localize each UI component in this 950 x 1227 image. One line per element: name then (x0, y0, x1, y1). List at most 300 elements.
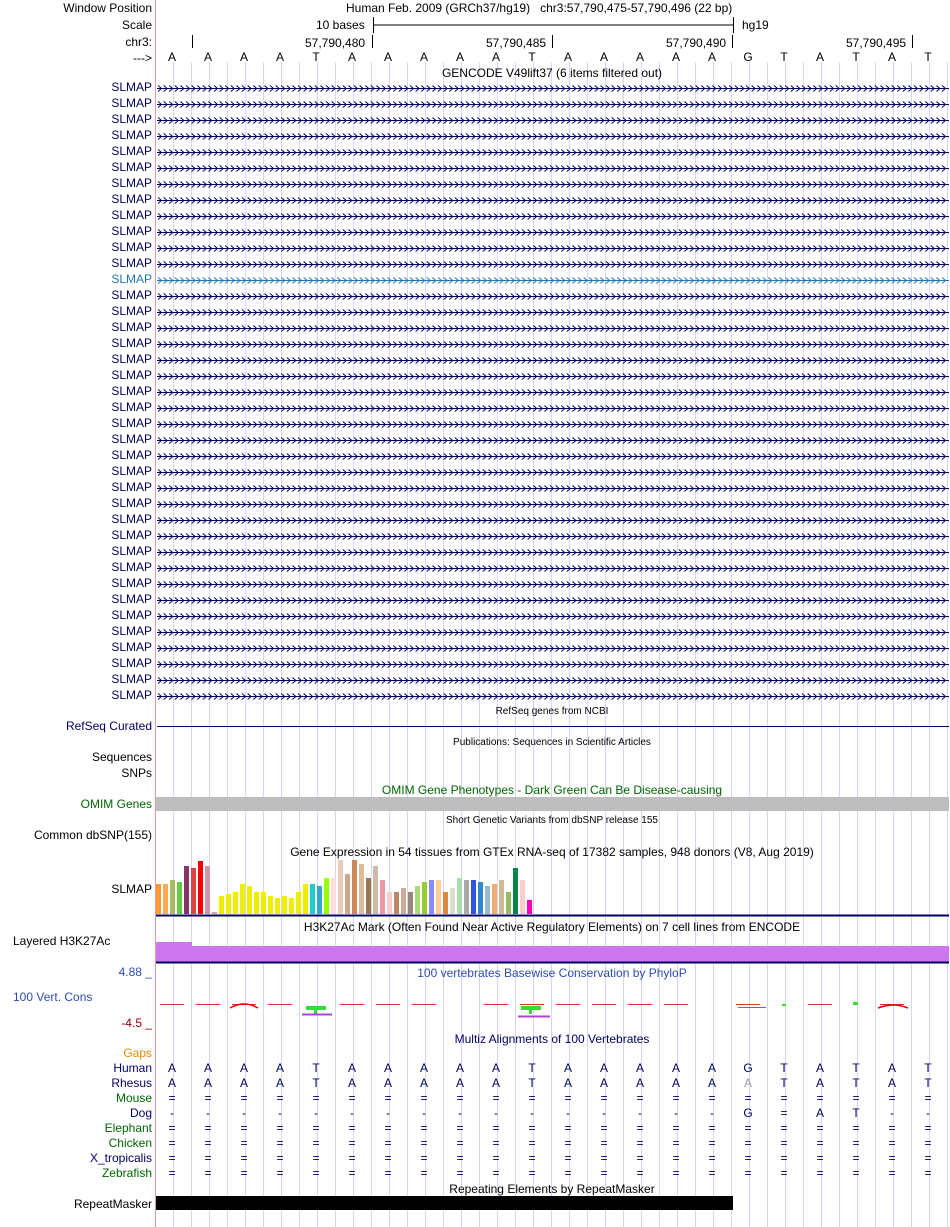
multiz-alignment-char: = (348, 1136, 356, 1150)
multiz-alignment-char: = (564, 1166, 572, 1180)
gencode-transcript-label[interactable]: SLMAP (111, 384, 152, 398)
multiz-species-label: Rhesus (111, 1076, 152, 1090)
gencode-transcript-label[interactable]: SLMAP (111, 80, 152, 94)
multiz-alignment-char: - (638, 1106, 642, 1120)
window-position-text (346, 1, 732, 15)
gtex-tissue-bar (408, 892, 413, 914)
multiz-alignment-char: = (600, 1136, 608, 1150)
gtex-tissue-bar (310, 884, 315, 914)
multiz-alignment-char: A (167, 1061, 177, 1075)
gtex-tissue-bar (331, 878, 336, 914)
base-letter: A (671, 50, 681, 64)
multiz-alignment-char: A (707, 1061, 717, 1075)
gtex-tissue-bar (415, 886, 420, 914)
multiz-alignment-char: = (276, 1121, 284, 1135)
base-letter: A (275, 50, 285, 64)
multiz-alignment-char: A (203, 1061, 213, 1075)
multiz-alignment-char: A (383, 1076, 393, 1090)
base-letter: G (743, 50, 753, 64)
gtex-tissue-bar (443, 892, 448, 914)
multiz-alignment-char: A (275, 1076, 285, 1090)
gtex-tissue-bar (401, 888, 406, 914)
gencode-transcript-label[interactable]: SLMAP (111, 496, 152, 510)
multiz-alignment-char: = (384, 1121, 392, 1135)
gencode-transcript-label[interactable]: SLMAP (111, 592, 152, 606)
gtex-tissue-bar (359, 864, 364, 914)
multiz-alignment-char: = (708, 1136, 716, 1150)
multiz-alignment-char: - (710, 1106, 714, 1120)
multiz-species-label: Dog (129, 1106, 152, 1120)
coord-label: 57,790,485 (486, 36, 547, 50)
gencode-transcript-label[interactable]: SLMAP (111, 400, 152, 414)
multiz-alignment-char: = (564, 1136, 572, 1150)
base-letter: T (312, 50, 320, 64)
chrom-label: chr3: (125, 35, 152, 49)
multiz-alignment-char: = (816, 1121, 824, 1135)
multiz-alignment-char: = (672, 1091, 680, 1105)
multiz-alignment-char: = (168, 1091, 176, 1105)
multiz-alignment-char: T (780, 1076, 788, 1090)
multiz-alignment-char: = (420, 1136, 428, 1150)
multiz-alignment-char: = (204, 1166, 212, 1180)
gencode-transcript-label[interactable]: SLMAP (111, 368, 152, 382)
multiz-alignment-char: = (888, 1121, 896, 1135)
multiz-alignment-char: = (816, 1151, 824, 1165)
scale-db-text: hg19 (742, 18, 769, 32)
multiz-alignment-char: = (168, 1166, 176, 1180)
multiz-alignment-char: - (206, 1106, 210, 1120)
scale-label: Scale (121, 18, 152, 32)
gencode-transcript-label[interactable]: SLMAP (111, 192, 152, 206)
multiz-alignment-char: = (852, 1166, 860, 1180)
gencode-transcript-label[interactable]: SLMAP (111, 560, 152, 574)
gtex-tissue-bar (303, 884, 308, 914)
gencode-transcript-label[interactable]: SLMAP (111, 304, 152, 318)
coord-label: 57,790,490 (666, 36, 727, 50)
multiz-alignment-char: = (348, 1121, 356, 1135)
multiz-alignment-char: - (422, 1106, 426, 1120)
multiz-alignment-char: = (744, 1166, 752, 1180)
gencode-transcript-label[interactable]: SLMAP (111, 464, 152, 478)
gtex-tissue-bar (422, 882, 427, 914)
gtex-tissue-bar (268, 896, 273, 914)
multiz-alignment-char: A (815, 1106, 825, 1120)
gtex-tissue-bar (261, 892, 266, 914)
multiz-alignment-char: T (312, 1076, 320, 1090)
multiz-alignment-char: = (852, 1091, 860, 1105)
gtex-tissue-bar (198, 861, 203, 914)
gtex-tissue-bar (275, 898, 280, 914)
multiz-alignment-char: = (420, 1091, 428, 1105)
repeatmasker-track-label[interactable]: RepeatMasker (73, 1197, 152, 1211)
multiz-alignment-char: A (347, 1076, 357, 1090)
base-letter: A (455, 50, 465, 64)
gencode-transcript-label[interactable]: SLMAP (111, 576, 152, 590)
gencode-transcript-label[interactable]: SLMAP (111, 240, 152, 254)
multiz-alignment-char: = (924, 1151, 932, 1165)
multiz-alignment-char: = (708, 1121, 716, 1135)
multiz-alignment-char: = (564, 1151, 572, 1165)
multiz-alignment-char: = (924, 1091, 932, 1105)
base-letter: A (419, 50, 429, 64)
multiz-alignment-char: = (276, 1166, 284, 1180)
scale-bar-text: 10 bases (316, 18, 365, 32)
multiz-alignment-char: - (350, 1106, 354, 1120)
gencode-transcript-label[interactable]: SLMAP (111, 480, 152, 494)
gencode-transcript-label[interactable]: SLMAP (111, 672, 152, 686)
gencode-transcript-label[interactable]: SLMAP (111, 624, 152, 638)
multiz-alignment-char: = (816, 1166, 824, 1180)
multiz-alignment-char: A (167, 1076, 177, 1090)
multiz-alignment-char: = (312, 1121, 320, 1135)
gencode-transcript-label[interactable]: SLMAP (111, 512, 152, 526)
gencode-transcript-label[interactable]: SLMAP (111, 336, 152, 350)
multiz-alignment-char: A (743, 1076, 753, 1090)
dbsnp-track-title: Short Genetic Variants from dbSNP release 155 (446, 815, 658, 826)
multiz-alignment-char: = (240, 1136, 248, 1150)
gencode-transcript-label[interactable]: SLMAP (111, 432, 152, 446)
multiz-alignment-char: A (671, 1061, 681, 1075)
multiz-alignment-char: A (887, 1076, 897, 1090)
gencode-transcript-label[interactable]: SLMAP (111, 640, 152, 654)
multiz-alignment-char: = (492, 1166, 500, 1180)
gtex-tissue-bar (296, 892, 301, 914)
gencode-transcript-label[interactable]: SLMAP (111, 256, 152, 270)
gencode-transcript-label[interactable]: SLMAP (111, 416, 152, 430)
multiz-alignment-char: = (852, 1136, 860, 1150)
multiz-alignment-char: T (780, 1061, 788, 1075)
multiz-alignment-char: A (707, 1076, 717, 1090)
multiz-alignment-char: = (528, 1151, 536, 1165)
multiz-alignment-char: = (492, 1136, 500, 1150)
multiz-alignment-char: = (852, 1121, 860, 1135)
omim-gene-bar (156, 797, 949, 811)
coord-label: 57,790,480 (305, 36, 366, 50)
multiz-alignment-char: - (494, 1106, 498, 1120)
multiz-alignment-char: = (780, 1121, 788, 1135)
multiz-alignment-char: - (602, 1106, 606, 1120)
multiz-alignment-char: = (672, 1151, 680, 1165)
multiz-alignment-char: = (816, 1136, 824, 1150)
multiz-alignment-char: T (924, 1061, 932, 1075)
gtex-tissue-bar (387, 892, 392, 914)
base-letter: A (347, 50, 357, 64)
multiz-alignment-char: A (599, 1061, 609, 1075)
gencode-transcript-label[interactable]: SLMAP (111, 160, 152, 174)
phylop-conserved (529, 1006, 532, 1014)
gtex-tissue-bar (240, 884, 245, 914)
gtex-track-title: Gene Expression in 54 tissues from GTEx RNA-seq of 17382 samples, 948 donors (V8, Aug 2019) (290, 845, 814, 859)
multiz-alignment-char: = (780, 1106, 788, 1120)
multiz-alignment-char: A (239, 1076, 249, 1090)
gencode-transcript-label[interactable]: SLMAP (111, 96, 152, 110)
omim-track-title: OMIM Gene Phenotypes - Dark Green Can Be Disease-causing (381, 783, 723, 797)
multiz-alignment-char: T (852, 1076, 860, 1090)
multiz-alignment-char: = (564, 1091, 572, 1105)
multiz-alignment-char: - (242, 1106, 246, 1120)
multiz-alignment-char: A (491, 1076, 501, 1090)
multiz-alignment-char: - (926, 1106, 930, 1120)
gtex-tissue-bar (352, 860, 357, 914)
gtex-tissue-bar (457, 878, 462, 914)
multiz-alignment-char: A (563, 1076, 573, 1090)
multiz-alignment-char: = (492, 1091, 500, 1105)
multiz-alignment-char: = (312, 1151, 320, 1165)
gtex-tissue-bar (485, 886, 490, 914)
gtex-tissue-bar (184, 866, 189, 914)
repeatmasker-track-title: Repeating Elements by RepeatMasker (449, 1182, 655, 1196)
multiz-species-label: Chicken (108, 1136, 152, 1150)
gencode-transcript-label[interactable]: SLMAP (111, 528, 152, 542)
gtex-tissue-bar (471, 880, 476, 914)
multiz-alignment-char: = (780, 1136, 788, 1150)
gtex-tissue-bar (394, 892, 399, 914)
multiz-track-title: Multiz Alignments of 100 Vertebrates (454, 1032, 650, 1046)
multiz-alignment-char: = (888, 1166, 896, 1180)
base-letter: T (780, 50, 788, 64)
multiz-alignment-char: = (492, 1121, 500, 1135)
multiz-alignment-char: = (528, 1121, 536, 1135)
phylop-conserved (853, 1002, 858, 1005)
multiz-alignment-char: = (168, 1151, 176, 1165)
multiz-alignment-char: - (386, 1106, 390, 1120)
multiz-species-label: X_tropicalis (89, 1151, 152, 1165)
multiz-alignment-char: = (816, 1091, 824, 1105)
multiz-alignment-char: - (458, 1106, 462, 1120)
multiz-alignment-char: = (564, 1121, 572, 1135)
multiz-alignment-char: = (240, 1091, 248, 1105)
gencode-transcript-label[interactable]: SLMAP (111, 144, 152, 158)
publications-track-label-snps[interactable]: SNPs (121, 766, 152, 780)
multiz-alignment-char: T (852, 1106, 860, 1120)
gencode-transcript-label[interactable]: SLMAP (111, 128, 152, 142)
publications-track-title: Publications: Sequences in Scientific Articles (453, 737, 651, 748)
gencode-transcript-label[interactable]: SLMAP (111, 112, 152, 126)
multiz-gaps-label: Gaps (123, 1046, 152, 1060)
base-letter: A (707, 50, 717, 64)
base-letter: A (383, 50, 393, 64)
refseq-track-title: RefSeq genes from NCBI (495, 706, 609, 717)
gencode-transcript-label[interactable]: SLMAP (111, 544, 152, 558)
multiz-alignment-char: - (530, 1106, 534, 1120)
multiz-alignment-char: = (312, 1091, 320, 1105)
multiz-alignment-char: = (312, 1166, 320, 1180)
window-position-label: Window Position (63, 1, 152, 15)
multiz-alignment-char: A (491, 1061, 501, 1075)
multiz-alignment-char: = (384, 1151, 392, 1165)
gtex-tissue-bar (520, 880, 525, 914)
gtex-tissue-bar (219, 896, 224, 914)
gtex-tissue-bar (366, 878, 371, 914)
multiz-alignment-char: = (600, 1121, 608, 1135)
multiz-alignment-char: = (636, 1121, 644, 1135)
gtex-tissue-bar (324, 878, 329, 914)
h3k27ac-track-title: H3K27Ac Mark (Often Found Near Active Regulatory Elements) on 7 cell lines from ENCODE (303, 920, 801, 934)
multiz-alignment-char: A (887, 1061, 897, 1075)
multiz-alignment-char: = (780, 1091, 788, 1105)
multiz-alignment-char: = (708, 1151, 716, 1165)
gtex-tissue-bar (478, 882, 483, 914)
multiz-alignment-char: = (744, 1151, 752, 1165)
multiz-alignment-char: = (780, 1166, 788, 1180)
multiz-alignment-char: A (455, 1061, 465, 1075)
gencode-transcript-label[interactable]: SLMAP (111, 208, 152, 222)
multiz-alignment-char: = (636, 1151, 644, 1165)
base-letter: A (167, 50, 177, 64)
multiz-alignment-char: A (671, 1076, 681, 1090)
gtex-tissue-bar (429, 880, 434, 914)
gencode-transcript-label[interactable]: SLMAP (111, 608, 152, 622)
multiz-alignment-char: = (312, 1136, 320, 1150)
multiz-alignment-char: A (563, 1061, 573, 1075)
multiz-alignment-char: = (744, 1091, 752, 1105)
multiz-alignment-char: G (743, 1106, 753, 1120)
multiz-species-label: Human (113, 1061, 152, 1075)
multiz-alignment-char: = (204, 1091, 212, 1105)
multiz-alignment-char: - (278, 1106, 282, 1120)
gtex-tissue-bar (513, 868, 518, 914)
multiz-alignment-char: - (674, 1106, 678, 1120)
multiz-alignment-char: = (276, 1136, 284, 1150)
multiz-alignment-char: = (888, 1136, 896, 1150)
multiz-alignment-char: = (204, 1151, 212, 1165)
phylop-max-label: 4.88 _ (118, 965, 152, 979)
multiz-species-label: Mouse (115, 1091, 152, 1105)
refseq-track-label[interactable]: RefSeq Curated (65, 719, 152, 733)
gencode-transcript-label[interactable]: SLMAP (111, 656, 152, 670)
multiz-alignment-char: = (276, 1091, 284, 1105)
multiz-alignment-char: = (276, 1151, 284, 1165)
gtex-tissue-bar (212, 912, 217, 914)
gtex-tissue-bar (191, 868, 196, 914)
gencode-transcript-label[interactable]: SLMAP (111, 272, 152, 286)
multiz-alignment-char: A (455, 1076, 465, 1090)
gtex-tissue-bar (527, 900, 532, 914)
gencode-transcript-label[interactable]: SLMAP (111, 688, 152, 702)
gencode-transcript-label[interactable]: SLMAP (111, 448, 152, 462)
multiz-alignment-char: = (168, 1121, 176, 1135)
gencode-transcript-label[interactable]: SLMAP (111, 176, 152, 190)
phylop-track-label[interactable]: 100 Vert. Cons (13, 990, 93, 1004)
multiz-alignment-char: = (456, 1121, 464, 1135)
multiz-alignment-char: = (492, 1151, 500, 1165)
multiz-alignment-char: = (204, 1136, 212, 1150)
base-letter: A (887, 50, 897, 64)
h3k27ac-signal (156, 946, 949, 962)
multiz-alignment-char: = (384, 1166, 392, 1180)
multiz-alignment-char: = (348, 1091, 356, 1105)
multiz-alignment-char: A (635, 1061, 645, 1075)
multiz-alignment-char: = (636, 1091, 644, 1105)
phylop-track-title: 100 vertebrates Basewise Conservation by PhyloP (417, 966, 687, 980)
multiz-alignment-char: = (780, 1151, 788, 1165)
multiz-alignment-char: = (240, 1166, 248, 1180)
gtex-tissue-bar (338, 860, 343, 914)
multiz-alignment-char: = (888, 1151, 896, 1165)
gtex-tissue-bar (282, 896, 287, 914)
multiz-alignment-char: = (600, 1166, 608, 1180)
gencode-track-title: GENCODE V49lift37 (6 items filtered out) (441, 66, 663, 80)
multiz-alignment-char: A (815, 1061, 825, 1075)
multiz-alignment-char: = (852, 1151, 860, 1165)
multiz-alignment-char: A (203, 1076, 213, 1090)
base-letter: A (203, 50, 213, 64)
multiz-alignment-char: = (672, 1121, 680, 1135)
multiz-alignment-char: A (599, 1076, 609, 1090)
multiz-alignment-char: = (528, 1136, 536, 1150)
multiz-alignment-char: = (456, 1151, 464, 1165)
multiz-alignment-char: T (528, 1061, 536, 1075)
h3k27ac-track-label[interactable]: Layered H3K27Ac (13, 934, 111, 948)
gtex-tissue-bar (254, 892, 259, 914)
multiz-alignment-char: - (566, 1106, 570, 1120)
multiz-alignment-char: = (672, 1136, 680, 1150)
gtex-tissue-bar (436, 880, 441, 914)
gtex-tissue-bar (380, 880, 385, 914)
multiz-alignment-char: = (708, 1091, 716, 1105)
base-letter: A (239, 50, 249, 64)
gtex-tissue-bar (163, 884, 168, 914)
gencode-transcript-label[interactable]: SLMAP (111, 352, 152, 366)
gtex-tissue-bar (450, 888, 455, 914)
multiz-alignment-char: = (636, 1136, 644, 1150)
repeatmasker-element (156, 1196, 733, 1210)
position-text: chr3:57,790,475-57,790,496 (22 bp) (540, 1, 733, 15)
gtex-tissue-bar (464, 880, 469, 914)
base-letter: A (491, 50, 501, 64)
gencode-transcript-label[interactable]: SLMAP (111, 320, 152, 334)
multiz-alignment-char: = (240, 1151, 248, 1165)
multiz-alignment-char: A (419, 1076, 429, 1090)
gencode-transcript-label[interactable]: SLMAP (111, 224, 152, 238)
multiz-alignment-char: = (168, 1136, 176, 1150)
multiz-alignment-char: A (815, 1076, 825, 1090)
multiz-alignment-char: - (170, 1106, 174, 1120)
multiz-alignment-char: = (744, 1136, 752, 1150)
multiz-alignment-char: = (924, 1121, 932, 1135)
base-letter: T (528, 50, 536, 64)
dbsnp-track-label[interactable]: Common dbSNP(155) (33, 828, 152, 842)
multiz-alignment-char: = (384, 1091, 392, 1105)
multiz-alignment-char: A (383, 1061, 393, 1075)
multiz-alignment-char: T (924, 1076, 932, 1090)
multiz-species-label: Elephant (104, 1121, 152, 1135)
gtex-tissue-bar (226, 894, 231, 914)
multiz-alignment-char: = (456, 1166, 464, 1180)
gtex-tissue-bar (499, 880, 504, 914)
base-letter: A (635, 50, 645, 64)
gtex-tissue-bar (247, 886, 252, 914)
gtex-track-label[interactable]: SLMAP (111, 882, 152, 896)
gtex-tissue-bar (156, 884, 161, 914)
gtex-tissue-bar (177, 882, 182, 914)
gencode-transcript-label[interactable]: SLMAP (111, 288, 152, 302)
phylop-min-label: -4.5 _ (121, 1016, 152, 1030)
multiz-alignment-char: = (600, 1091, 608, 1105)
multiz-alignment-char: A (239, 1061, 249, 1075)
assembly-text: Human Feb. 2009 (GRCh37/hg19) (346, 1, 531, 15)
multiz-alignment-char: A (419, 1061, 429, 1075)
multiz-alignment-char: = (456, 1091, 464, 1105)
multiz-alignment-char: = (204, 1121, 212, 1135)
publications-track-label[interactable]: Sequences (91, 750, 152, 764)
multiz-alignment-char: = (528, 1091, 536, 1105)
multiz-alignment-char: = (672, 1166, 680, 1180)
multiz-species-label: Zebrafish (101, 1166, 152, 1180)
multiz-alignment-char: = (384, 1136, 392, 1150)
omim-track-label[interactable]: OMIM Genes (80, 797, 152, 811)
multiz-alignment-char: = (348, 1166, 356, 1180)
